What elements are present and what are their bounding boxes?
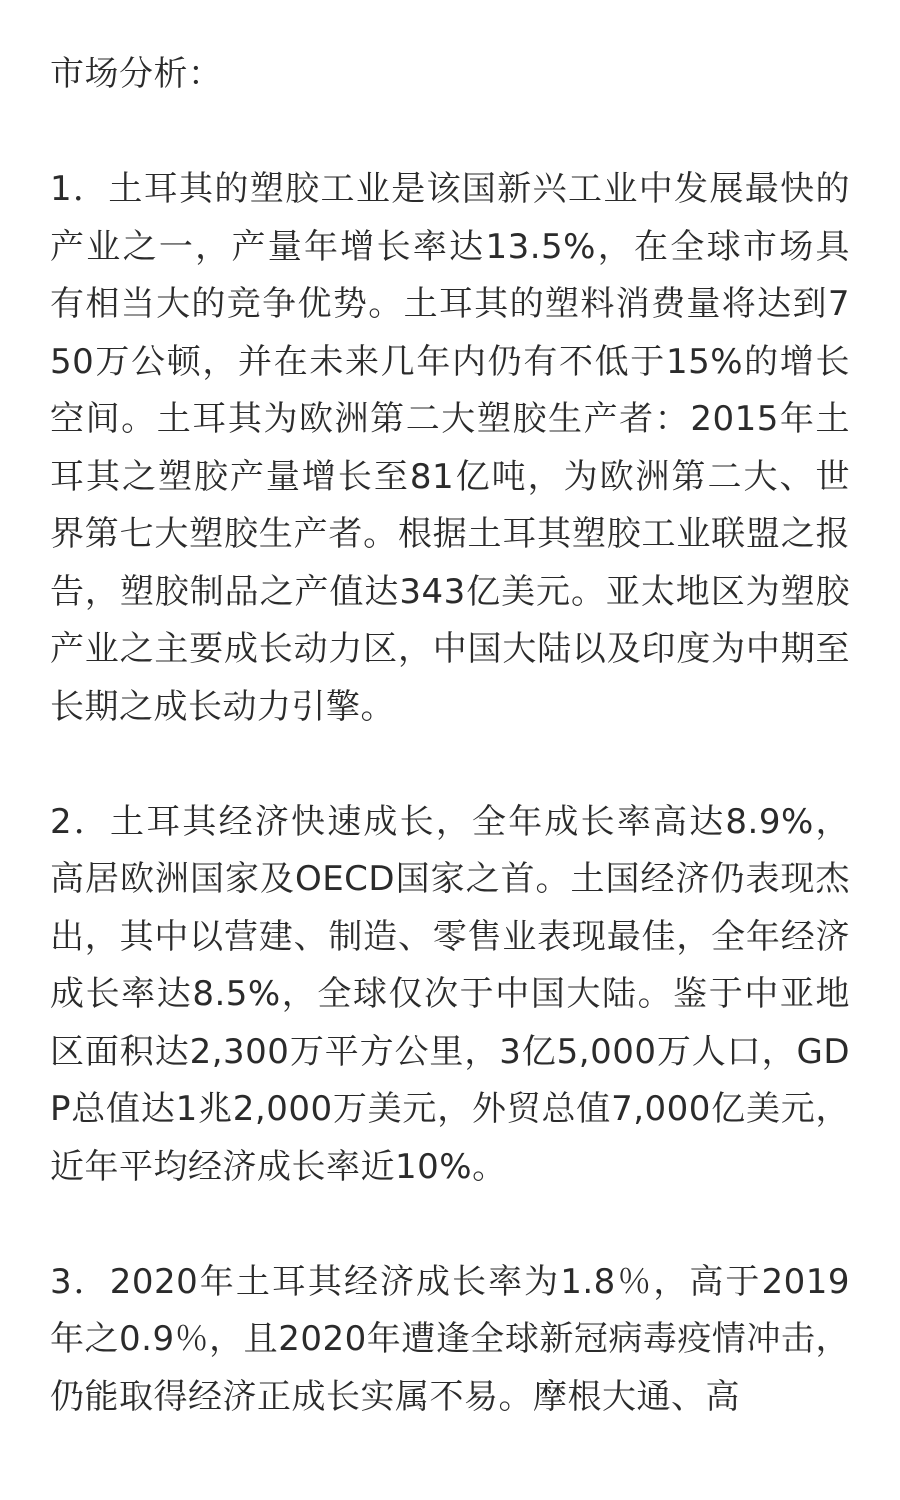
section-heading: 市场分析：: [50, 54, 223, 94]
paragraph-1: 1．土耳其的塑胶工业是该国新兴工业中发展最快的产业之一，产量年增长率达13.5%，在全球市场具有相当大的竞争优势。土耳其的塑料消费量将达到750万公顿，并在未来几年内仍有不低于15%的增长空间。土耳其为欧洲第二大塑胶生产者：2015年土耳其之塑胶产量增长至81亿吨，为欧洲第二大、世界第七大塑胶生产者。根据土耳其塑胶工业联盟之报告，塑胶制品之产值达343亿美元。亚太地区为塑胶产业之主要成长动力区，中国大陆以及印度为中期至长期之成长动力引擎。: [50, 169, 850, 727]
paragraph-2: 2．土耳其经济快速成长，全年成长率高达8.9%，高居欧洲国家及OECD国家之首。土国经济仍表现杰出，其中以营建、制造、零售业表现最佳，全年经济成长率达8.5%，全球仅次于中国大陆。鉴于中亚地区面积达2,300万平方公里，3亿5,000万人口，GDP总值达1兆2,000万美元，外贸总值7,000亿美元，近年平均经济成长率近10%。: [50, 801, 850, 1187]
paragraph-3: 3．2020年土耳其经济成长率为1.8％，高于2019年之0.9％，且2020年遭逢全球新冠病毒疫情冲击，仍能取得经济正成长实属不易。摩根大通、高: [50, 1261, 850, 1417]
